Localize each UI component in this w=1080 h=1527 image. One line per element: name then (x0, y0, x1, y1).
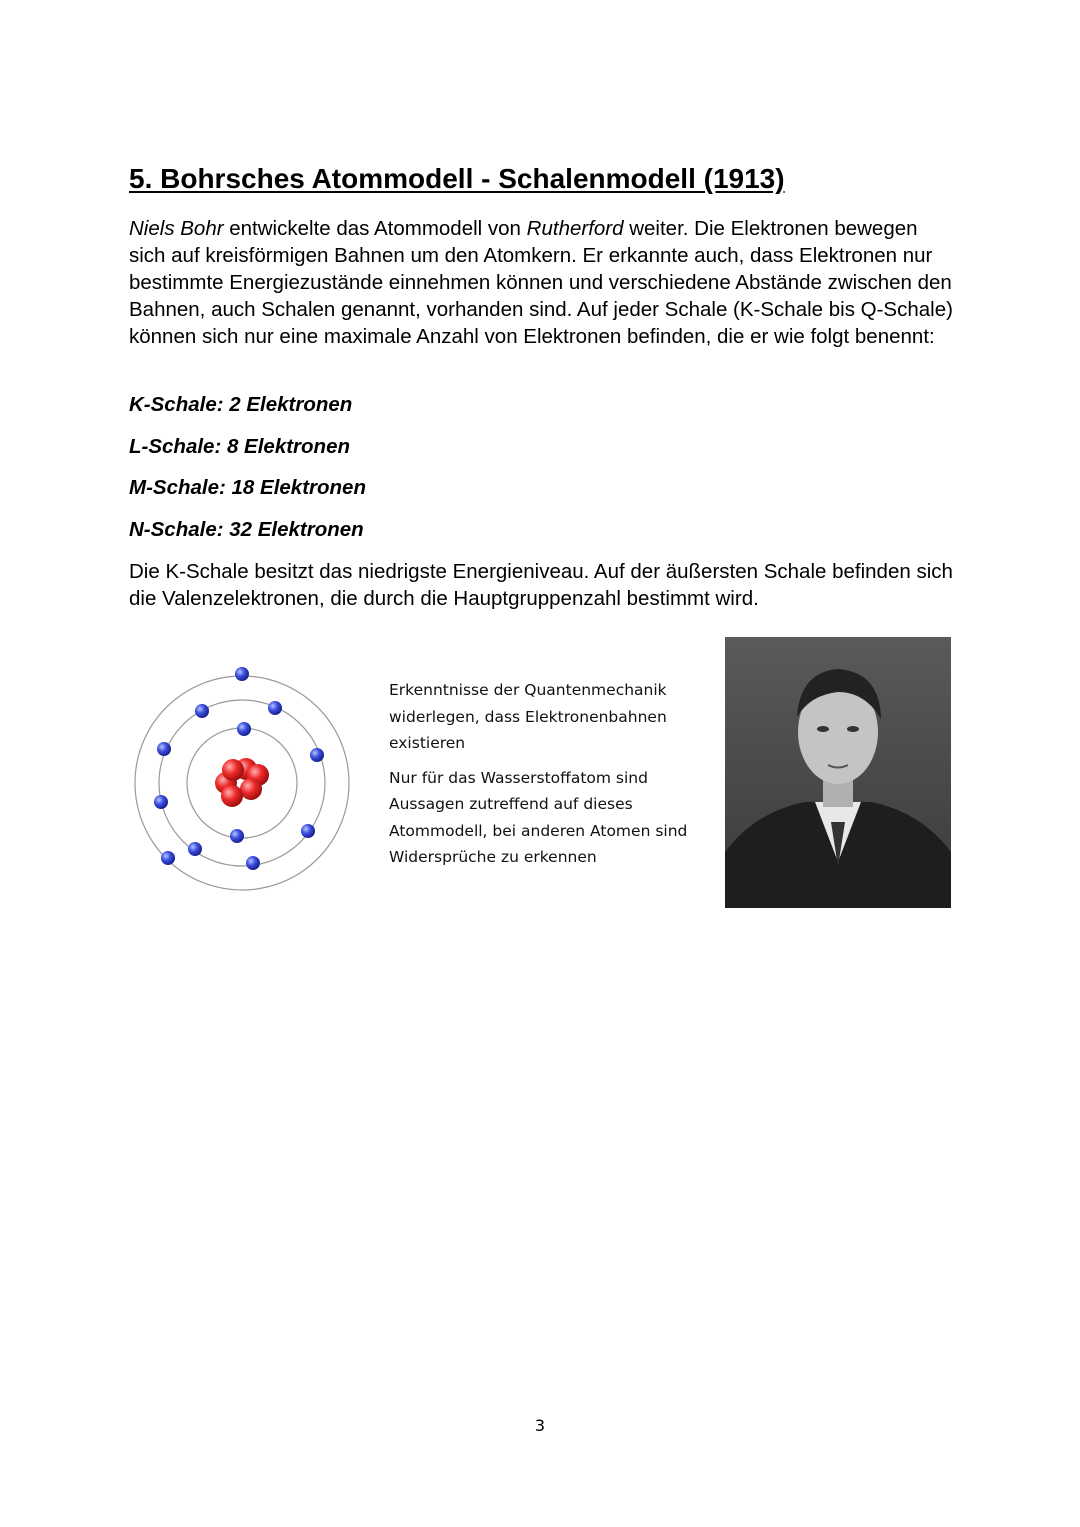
name-rutherford: Rutherford (526, 217, 624, 240)
intro-text-1: entwickelte das Atommodell von (223, 217, 527, 240)
page-title: 5. Bohrsches Atommodell - Schalenmodell (1913) (129, 163, 785, 194)
note-hydrogen: Nur für das Wasserstoffatom sind Aussagen zutreffend auf dieses Atommodell, bei anderen Atomen sind Widersprüche zu erkennen (389, 768, 688, 866)
page-number: 3 (534, 1416, 546, 1435)
conclusion-paragraph: Die K-Schale besitzt das niedrigste Energieniveau. Auf der äußersten Schale befinden sich die Valenzelektronen, die durch die Hauptgruppenzahl bestimmt wird. (129, 560, 953, 610)
shell-l: L-Schale: 8 Elektronen (129, 435, 351, 458)
bohr-atom-diagram (125, 655, 365, 900)
nucleus (215, 758, 269, 807)
shell-m: M-Schale: 18 Elektronen (129, 476, 366, 499)
niels-bohr-portrait (725, 637, 951, 908)
name-bohr: Niels Bohr (129, 217, 224, 240)
shell-n: N-Schale: 32 Elektronen (129, 518, 364, 541)
notes-box (389, 677, 709, 879)
intro-text-2: weiter. Die Elektronen bewegen sich auf kreisförmigen Bahnen um den Atomkern. Er erkannte auch, dass Elektronen nur bestimmte Energiezustände einnehmen können und verschiedene Abstände zwischen den Bahnen, auch Schalen genannt, vorhanden sind. Auf jeder Schale (K-Schale bis Q-Schale) können sich nur eine maximale Anzahl von Elektronen befinden, die er wie folgt benennt: (129, 217, 953, 348)
note-quantum: Erkenntnisse der Quantenmechanik widerlegen, dass Elektronenbahnen existieren (389, 681, 667, 752)
intro-paragraph (129, 215, 959, 350)
shell-k: K-Schale: 2 Elektronen (129, 393, 353, 416)
